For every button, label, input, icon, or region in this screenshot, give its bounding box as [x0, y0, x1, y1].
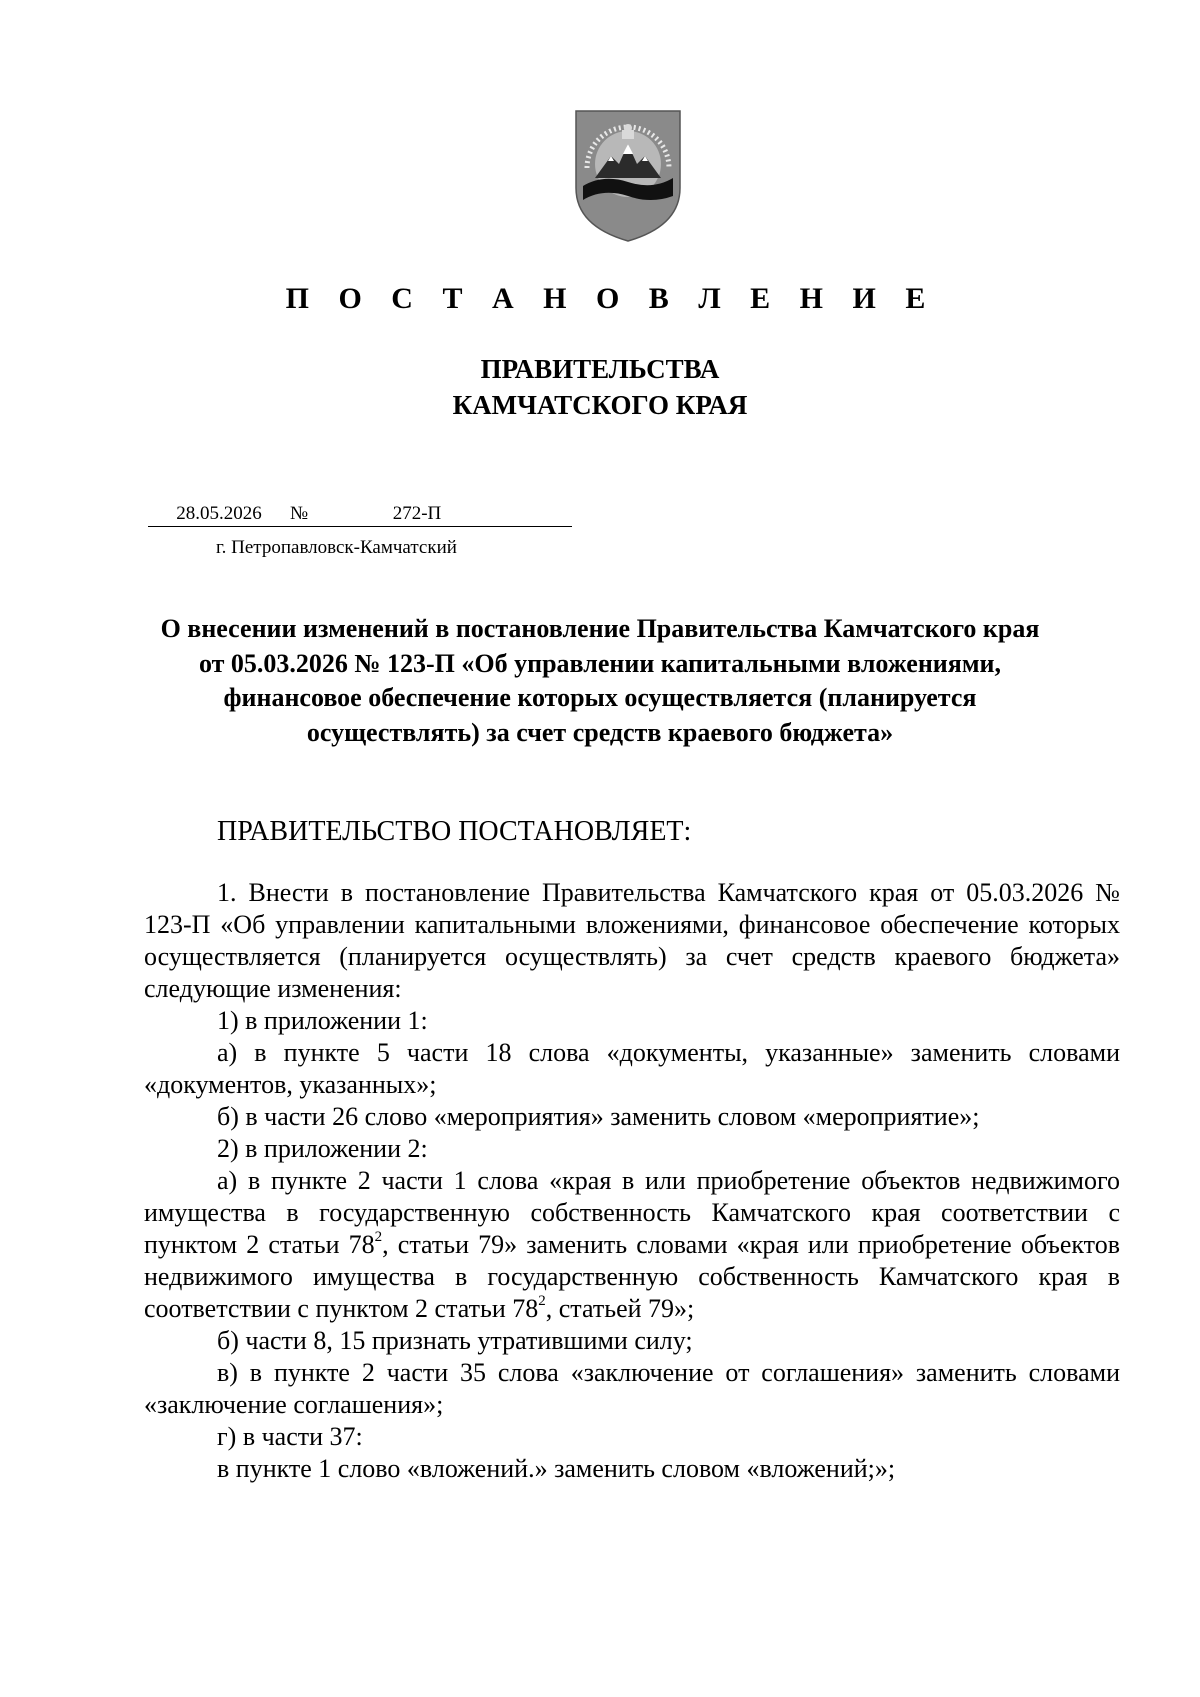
paragraph-1: 1. Внести в постановление Правительства Камчатского края от 05.03.2026 № 123-П «Об управлении капитальными вложениями, финансовое обеспечение которых осуществляется (планируется осуществлять) за счет средств краевого бюджета» следующие изменения: [144, 878, 1120, 1003]
kamchatka-coat-of-arms-icon [573, 108, 683, 243]
superscript: 2 [374, 1229, 383, 1246]
paragraph-1-2-g: г) в части 37: [217, 1422, 363, 1451]
subject-line-1: О внесении изменений в постановление Правительства Камчатского края [160, 614, 1040, 643]
superscript: 2 [538, 1293, 546, 1310]
number-sign: № [290, 502, 332, 527]
issuer-line-1: ПРАВИТЕЛЬСТВА [480, 354, 720, 384]
paragraph-1-1-b: б) в части 26 слово «мероприятия» заменить словом «мероприятие»; [217, 1102, 980, 1131]
paragraph-1-1: 1) в приложении 1: [217, 1006, 428, 1035]
subject-line-4: осуществлять) за счет средств краевого бюджета» [306, 717, 894, 747]
paragraph-1-2-a-text-2: , статьи 79» заменить словами «края или приобретение объектов недвижимого имущества в государственную собственность Камчатского края в соответствии с пунктом 2 статьи 78 [144, 1230, 1120, 1323]
document-date: 28.05.2026 [148, 502, 290, 527]
subject-line-3: финансовое обеспечение которых осуществляется (планируется [223, 683, 977, 712]
document-number: 272-П [332, 502, 572, 527]
document-body [144, 877, 1120, 1485]
paragraph-1-2-g-1: в пункте 1 слово «вложений.» заменить словом «вложений;»; [217, 1454, 896, 1483]
paragraph-1-2-v: в) в пункте 2 части 35 слова «заключение от соглашения» заменить словами «заключение соглашения»; [144, 1358, 1120, 1419]
paragraph-1-2: 2) в приложении 2: [217, 1134, 428, 1163]
paragraph-1-2-a-text-3: , статьей 79»; [545, 1294, 695, 1323]
issue-city: г. Петропавловск-Камчатский [216, 537, 457, 558]
document-type-title: П О С Т А Н О В Л Е Н И Е [285, 282, 937, 315]
paragraph-1-2-a-text-1: а) в пункте 2 части 1 слова «края в или приобретение объектов недвижимого имущества в государственную собственность Камчатского края соответствии с пунктом 2 статьи 78 [144, 1166, 1120, 1259]
paragraph-1-2-a [144, 1165, 1120, 1325]
paragraph-1-1-a: а) в пункте 5 части 18 слова «документы, указанные» заменить словами «документов, указанных»; [144, 1038, 1120, 1099]
issuer-line-2: КАМЧАТСКОГО КРАЯ [452, 390, 748, 420]
decree-phrase: ПРАВИТЕЛЬСТВО ПОСТАНОВЛЯЕТ: [217, 816, 692, 847]
paragraph-1-2-b: б) части 8, 15 признать утратившими силу; [217, 1326, 693, 1355]
subject-line-2: от 05.03.2026 № 123-П «Об управлении капитальными вложениями, [198, 648, 1002, 678]
document-subject [130, 612, 1070, 750]
